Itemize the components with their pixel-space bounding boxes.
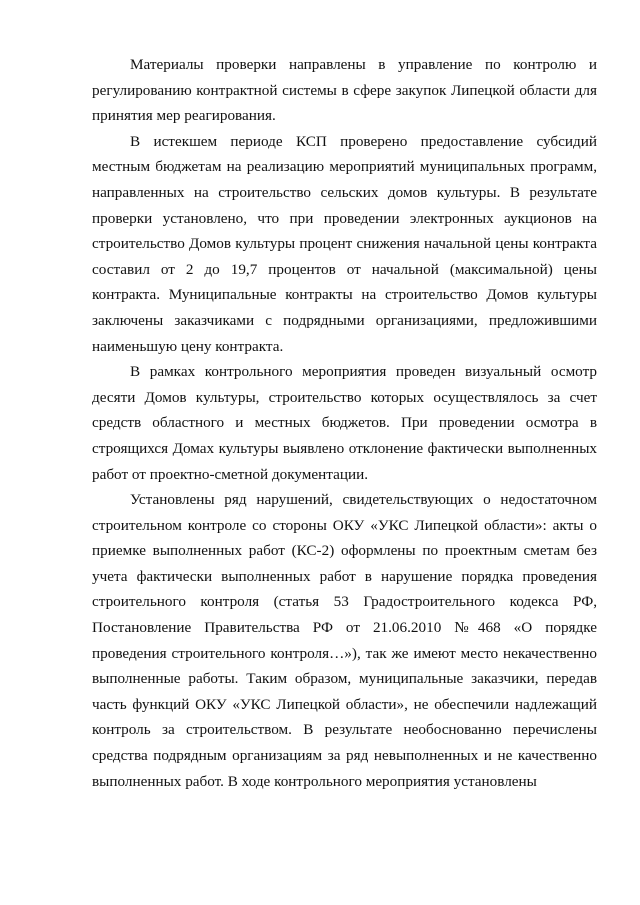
- document-page: [92, 52, 597, 794]
- paragraph-subsidies-audit: В истекшем периоде КСП проверено предоставление субсидий местным бюджетам на реализацию мероприятий муниципальных программ, направленных на строительство сельских домов культуры. В результате проверки установлено, что при проведении электронных аукционов на строительство Домов культуры процент снижения начальной цены контракта составил от 2 до 19,7 процентов от начальной (максимальной) цены контракта. Муниципальные контракты на строительство Домов культуры заключены заказчиками с подрядными организациями, предложившими наименьшую цену контракта.: [92, 132, 597, 355]
- paragraph-violations: Установлены ряд нарушений, свидетельствующих о недостаточном строительном контроле со стороны ОКУ «УКС Липецкой области»: акты о приемке выполненных работ (КС-2) оформлены по проектным сметам без учета фактически выполненных работ в нарушение порядка проведения строительного контроля (статья 53 Градостроительного кодекса РФ, Постановление Правительства РФ от 21.06.2010 №468 «О порядке проведения строительного контроля…»), так же имеют место некачественно выполненные работы. Таким образом, муниципальные заказчики, передав часть функций ОКУ «УКС Липецкой области», не обеспечили надлежащий контроль за строительством. В результате необоснованно перечислены средства подрядным организациям за ряд невыполненных и не качественно выполненных работ. В ходе контрольного мероприятия установлены: [92, 491, 597, 790]
- paragraph-visual-inspection: В рамках контрольного мероприятия проведен визуальный осмотр десяти Домов культуры, строительство которых осуществлялось за счет средств областного и местных бюджетов. При проведении осмотра в строящихся Домах культуры выявлено отклонение фактически выполненных работ от проектно-сметной документации.: [92, 363, 597, 483]
- paragraph-materials-referral: Материалы проверки направлены в управление по контролю и регулированию контрактной системы в сфере закупок Липецкой области для принятия мер реагирования.: [92, 56, 597, 125]
